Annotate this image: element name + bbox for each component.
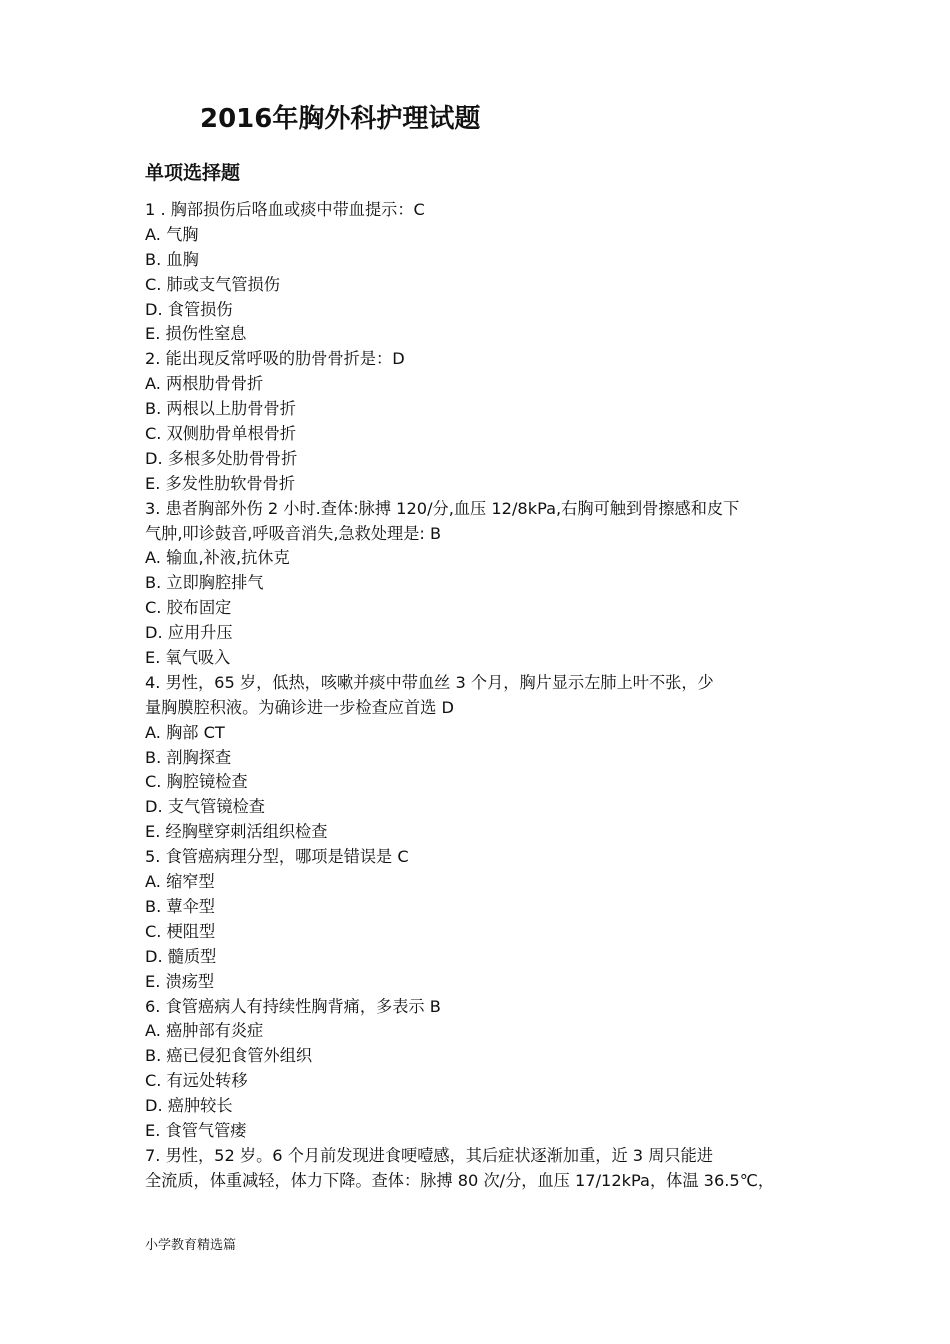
option-line: C. 肺或支气管损伤 <box>145 274 280 294</box>
question-line: 7. 男性，52 岁。6 个月前发现进食哽噎感，其后症状逐渐加重，近 3 周只能进 <box>145 1145 713 1165</box>
option-line: A. 癌肿部有炎症 <box>145 1021 264 1041</box>
question-line: 3. 患者胸部外伤 2 小时.查体:脉搏 120/分,血压 12/8kPa,右胸可触到骨擦感和皮下 <box>145 498 740 518</box>
option-line: B. 剖胸探查 <box>145 747 232 767</box>
option-line: D. 应用升压 <box>145 623 233 643</box>
question-line: 5. 食管癌病理分型，哪项是错误是 C <box>145 847 409 867</box>
option-line: C. 胸腔镜检查 <box>145 772 248 792</box>
document-title: 2016年胸外科护理试题 <box>200 104 481 134</box>
option-line: A. 输血,补液,抗休克 <box>145 548 290 568</box>
option-line: A. 胸部 CT <box>145 722 225 742</box>
question-line: 6. 食管癌病人有持续性胸背痛，多表示 B <box>145 996 441 1016</box>
section-heading: 单项选择题 <box>145 162 241 184</box>
option-line: D. 髓质型 <box>145 946 217 966</box>
option-line: A. 缩窄型 <box>145 872 215 892</box>
question-line: 全流质，体重减轻，体力下降。查体：脉搏 80 次/分，血压 17/12kPa，体温 36.5℃， <box>145 1170 775 1190</box>
option-line: C. 有远处转移 <box>145 1071 248 1091</box>
question-line: 1 . 胸部损伤后咯血或痰中带血提示：C <box>145 200 425 219</box>
option-line: E. 多发性肋软骨骨折 <box>145 473 296 493</box>
option-line: A. 气胸 <box>145 224 199 244</box>
option-line: C. 胶布固定 <box>145 598 232 618</box>
option-line: E. 食管气管瘘 <box>145 1120 247 1140</box>
option-line: A. 两根肋骨骨折 <box>145 374 264 394</box>
page-footer: 小学教育精选篇 <box>145 1238 237 1253</box>
option-line: D. 癌肿较长 <box>145 1096 233 1116</box>
option-line: C. 梗阻型 <box>145 921 216 941</box>
option-line: B. 蕈伞型 <box>145 896 215 916</box>
option-line: B. 癌已侵犯食管外组织 <box>145 1046 313 1066</box>
question-line: 量胸膜腔积液。为确诊进一步检查应首选 D <box>145 697 454 717</box>
option-line: E. 溃疡型 <box>145 971 215 991</box>
question-list <box>145 198 810 1194</box>
question-line: 2. 能出现反常呼吸的肋骨骨折是：D <box>145 349 405 369</box>
question-line: 气肿,叩诊鼓音,呼吸音消失,急救处理是: B <box>145 523 442 543</box>
option-line: E. 损伤性窒息 <box>145 324 247 344</box>
option-line: B. 立即胸腔排气 <box>145 573 264 593</box>
option-line: D. 支气管镜检查 <box>145 797 265 817</box>
option-line: B. 两根以上肋骨骨折 <box>145 399 296 419</box>
option-line: C. 双侧肋骨单根骨折 <box>145 424 297 444</box>
option-line: B. 血胸 <box>145 249 199 269</box>
option-line: D. 食管损伤 <box>145 299 233 319</box>
option-line: D. 多根多处肋骨骨折 <box>145 448 298 468</box>
option-line: E. 经胸壁穿刺活组织检查 <box>145 822 328 842</box>
question-line: 4. 男性，65 岁，低热，咳嗽并痰中带血丝 3 个月，胸片显示左肺上叶不张，少 <box>145 672 714 692</box>
option-line: E. 氧气吸入 <box>145 648 231 668</box>
